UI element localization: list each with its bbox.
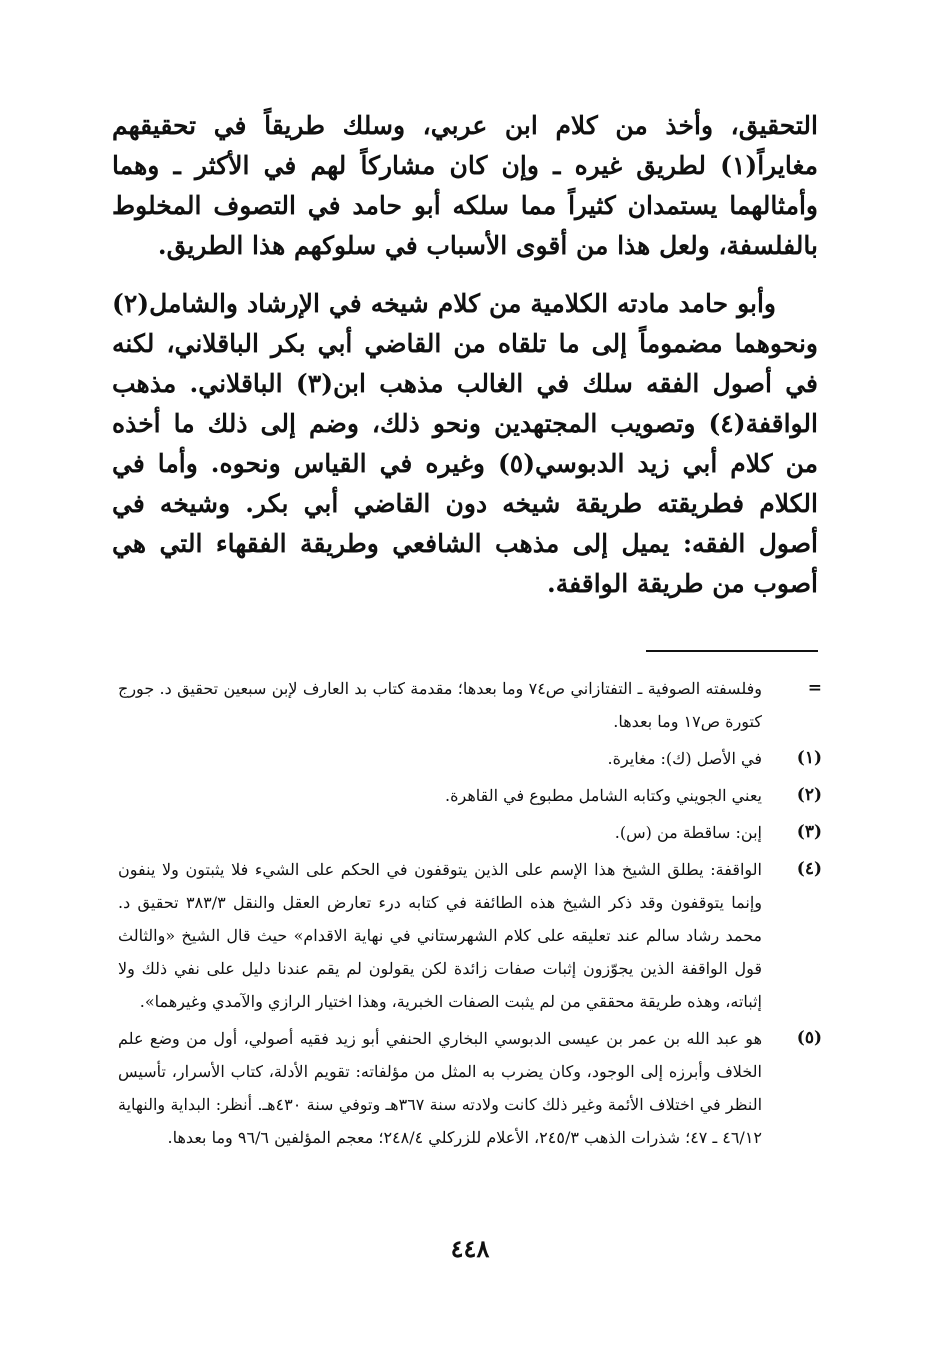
footnote	[118, 742, 824, 775]
footnote	[118, 1022, 824, 1154]
footnote-text: يعني الجويني وكتابه الشامل مطبوع في القاهرة.	[445, 786, 762, 805]
footnote	[118, 853, 824, 1018]
paragraph: التحقيق، وأخذ من كلام ابن عربي، وسلك طريقاً في تحقيقهم مغايراً(١) لطريق غيره ـ وإن كان مشاركاً لهم في الأكثر ـ وهما وأمثالهما يستمدان كثيراً مما سلكه أبو حامد في التصوف المخلوط بالفلسفة، ولعل هذا من أقوى الأسباب في سلوكهم هذا الطريق.	[112, 111, 818, 260]
main-text	[112, 106, 818, 622]
footnote-text: هو عبد الله بن عمر بن عيسى الدبوسي البخاري الحنفي أبو زيد فقيه أصولي، أول من وضع علم الخلاف وأبرزه إلى الوجود، وكان يضرب به المثل من مؤلفاته: تقويم الأدلة، كتاب الأسرار، تأسيس النظر في اختلاف الأئمة وغير ذلك كانت ولادته سنة ٣٦٧هـ وتوفي سنة ٤٣٠هـ. أنظر: البداية والنهاية ٤٦/١٢ ـ ٤٧؛ شذرات الذهب ٢٤٥/٣، الأعلام للزركلي ٢٤٨/٤؛ معجم المؤلفين ٩٦/٦ وما بعدها.	[118, 1029, 763, 1147]
page-number: ٤٤٨	[450, 1234, 490, 1263]
footnote-marker: (٥)	[796, 1028, 822, 1048]
footnote-text: الواقفة: يطلق الشيخ هذا الإسم على الذين يتوقفون في الحكم على الشيء فلا يثبتون ولا ينفون وإنما يتوقفون وقد ذكر الشيخ هذه الطائفة في كتابه درء تعارض العقل والنقل ٣٨٣/٣ تحقيق د. محمد رشاد سالم عند تعليقه على كلام الشهرستاني في نهاية الاقدام» حيث قال الشيخ «والثالث قول الواقفة الذين يجوّزون إثبات صفات زائدة لكن يقولون لم يقم عندنا دليل على نفي ذلك ولا إثباته، وهذه طريقة محققي من لم يثبت الصفات الخبرية، وهذا اختيار الرازي والآمدي وغيرهما».	[118, 860, 763, 1011]
footnote-marker: (٤)	[796, 859, 822, 879]
footnote-separator	[646, 650, 818, 652]
footnote-marker: (٣)	[796, 822, 822, 842]
footnote	[118, 816, 824, 849]
footnote-text: في الأصل (ك): مغايرة.	[607, 749, 762, 768]
footnote-marker: (١)	[796, 748, 822, 768]
footnote-marker: =	[807, 678, 822, 698]
footnote	[118, 779, 824, 812]
paragraph: وأبو حامد مادته الكلامية من كلام شيخه في الإرشاد والشامل(٢) ونحوهما مضموماً إلى ما تلقاه من القاضي أبي بكر الباقلاني، لكنه في أصول الفقه سلك في الغالب مذهب ابن(٣) الباقلاني. مذهب الواقفة(٤) وتصويب المجتهدين ونحو ذلك، وضم إلى ذلك ما أخذه من كلام أبي زيد الدبوسي(٥) وغيره في القياس ونحوه. وأما في الكلام فطريقته طريقة شيخه دون القاضي أبي بكر. وشيخه في أصول الفقه: يميل إلى مذهب الشافعي وطريقة الفقهاء التي هي أصوب من طريقة الواقفة.	[112, 289, 818, 598]
footnote-marker: (٢)	[796, 785, 822, 805]
footnote-text: وفلسفته الصوفية ـ التفتازاني ص٧٤ وما بعدها؛ مقدمة كتاب بد العارف لإبن سبعين تحقيق د. جورج كتورة ص١٧ وما بعدها.	[118, 679, 762, 731]
footnote-text: إبن: ساقطة من (س).	[614, 823, 762, 842]
footnotes	[118, 672, 824, 1158]
footnote	[118, 672, 824, 738]
